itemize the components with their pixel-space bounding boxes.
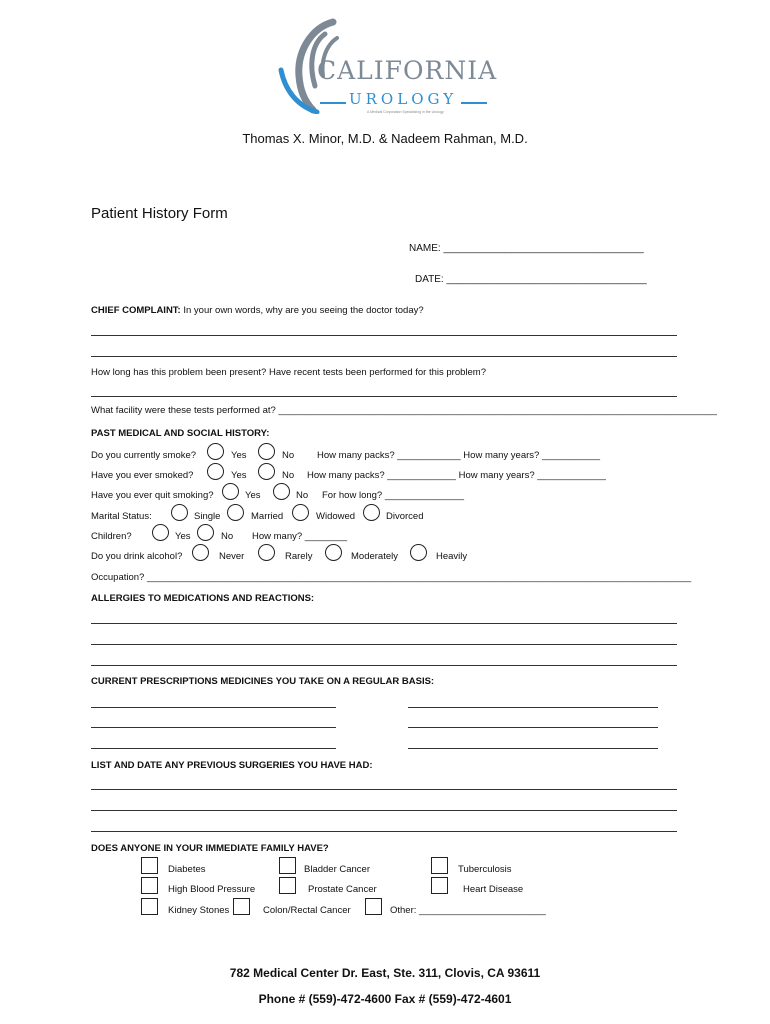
children-yes-label: Yes: [175, 531, 191, 542]
bladder-label: Bladder Cancer: [304, 864, 371, 875]
answer-line[interactable]: [91, 623, 677, 624]
quit-yes-circle[interactable]: [222, 483, 239, 500]
children-how-many[interactable]: How many? ________: [252, 531, 348, 542]
heart-checkbox[interactable]: [431, 877, 448, 894]
heavily-circle[interactable]: [410, 544, 427, 561]
quit-no-label: No: [296, 490, 309, 501]
colon-checkbox[interactable]: [233, 898, 250, 915]
family-heading: DOES ANYONE IN YOUR IMMEDIATE FAMILY HAVE?: [91, 843, 329, 854]
name-field[interactable]: NAME: ____________________________________: [409, 243, 644, 254]
colon-label: Colon/Rectal Cancer: [263, 905, 351, 916]
hbp-checkbox[interactable]: [141, 877, 158, 894]
chief-complaint-heading: CHIEF COMPLAINT:: [91, 305, 181, 316]
kidney-checkbox[interactable]: [141, 898, 158, 915]
prostate-label: Prostate Cancer: [308, 884, 377, 895]
heart-label: Heart Disease: [463, 884, 524, 895]
widowed-label: Widowed: [316, 511, 356, 522]
children-yes-circle[interactable]: [152, 524, 169, 541]
heavily-label: Heavily: [436, 551, 468, 562]
single-label: Single: [194, 511, 221, 522]
smoke-now-yes-circle[interactable]: [207, 443, 224, 460]
smoke-now-no-circle[interactable]: [258, 443, 275, 460]
diabetes-label: Diabetes: [168, 864, 206, 875]
tuberculosis-label: Tuberculosis: [458, 864, 512, 875]
surgeries-heading: LIST AND DATE ANY PREVIOUS SURGERIES YOU HAVE HAD:: [91, 760, 373, 771]
doctors-heading: Thomas X. Minor, M.D. & Nadeem Rahman, M.D.: [242, 131, 528, 146]
packs-years-2[interactable]: How many packs? _____________ How many years? _____________: [307, 470, 606, 481]
form-title: Patient History Form: [91, 205, 228, 222]
rarely-label: Rarely: [285, 551, 313, 562]
logo: [275, 14, 498, 118]
single-circle[interactable]: [171, 504, 188, 521]
prescription-line[interactable]: [408, 727, 658, 728]
answer-line[interactable]: [91, 810, 677, 811]
children-no-label: No: [221, 531, 234, 542]
answer-line[interactable]: [91, 396, 677, 397]
quit-no-circle[interactable]: [273, 483, 290, 500]
quit-smoking-label: Have you ever quit smoking?: [91, 490, 214, 501]
past-history-heading: PAST MEDICAL AND SOCIAL HISTORY:: [91, 428, 270, 439]
prescription-line[interactable]: [91, 748, 336, 749]
logo-right-rule: [461, 102, 487, 104]
hbp-label: High Blood Pressure: [168, 884, 256, 895]
how-long-question: How long has this problem been present? Have recent tests been performed for this problem?: [91, 367, 486, 378]
prescription-line[interactable]: [408, 707, 658, 708]
prostate-checkbox[interactable]: [279, 877, 296, 894]
footer-address: 782 Medical Center Dr. East, Ste. 311, Clovis, CA 93611: [229, 966, 541, 980]
diabetes-checkbox[interactable]: [141, 857, 158, 874]
alcohol-label: Do you drink alcohol?: [91, 551, 183, 562]
allergies-heading: ALLERGIES TO MEDICATIONS AND REACTIONS:: [91, 593, 315, 604]
children-no-circle[interactable]: [197, 524, 214, 541]
chief-complaint-prompt: [91, 305, 424, 316]
rarely-circle[interactable]: [258, 544, 275, 561]
answer-line[interactable]: [91, 356, 677, 357]
prescriptions-heading: CURRENT PRESCRIPTIONS MEDICINES YOU TAKE ON A REGULAR BASIS:: [91, 676, 435, 687]
tuberculosis-checkbox[interactable]: [431, 857, 448, 874]
never-circle[interactable]: [192, 544, 209, 561]
moderately-label: Moderately: [351, 551, 398, 562]
marital-status-label: Marital Status:: [91, 511, 152, 522]
married-label: Married: [251, 511, 284, 522]
answer-line[interactable]: [91, 335, 677, 336]
prescription-line[interactable]: [91, 707, 336, 708]
prescription-line[interactable]: [408, 748, 658, 749]
divorced-circle[interactable]: [363, 504, 380, 521]
other-checkbox[interactable]: [365, 898, 382, 915]
answer-line[interactable]: [91, 789, 677, 790]
ever-smoked-yes-label: Yes: [231, 470, 247, 481]
children-label: Children?: [91, 531, 132, 542]
bladder-checkbox[interactable]: [279, 857, 296, 874]
answer-line[interactable]: [91, 665, 677, 666]
packs-years-1[interactable]: How many packs? ____________ How many years? ___________: [317, 450, 601, 461]
smoke-now-yes-label: Yes: [231, 450, 247, 461]
logo-tagline: A Medical Corporation Specializing in the Urology: [367, 110, 444, 114]
logo-left-rule: [320, 102, 346, 104]
ever-smoked-no-label: No: [282, 470, 295, 481]
never-label: Never: [219, 551, 245, 562]
prescription-line[interactable]: [91, 727, 336, 728]
widowed-circle[interactable]: [292, 504, 309, 521]
other-field[interactable]: Other: ________________________: [390, 905, 546, 916]
quit-how-long[interactable]: For how long? _______________: [322, 490, 465, 501]
answer-line[interactable]: [91, 831, 677, 832]
kidney-label: Kidney Stones: [168, 905, 230, 916]
logo-sub: UROLOGY: [349, 90, 458, 108]
divorced-label: Divorced: [386, 511, 424, 522]
moderately-circle[interactable]: [325, 544, 342, 561]
facility-question[interactable]: What facility were these tests performed at? ___________________________________________________________________________________: [91, 405, 717, 416]
date-field[interactable]: DATE: ____________________________________: [415, 274, 647, 285]
smoke-now-label: Do you currently smoke?: [91, 450, 197, 461]
footer-phone: Phone # (559)-472-4600 Fax # (559)-472-4601: [258, 992, 512, 1006]
quit-yes-label: Yes: [245, 490, 261, 501]
smoke-now-no-label: No: [282, 450, 295, 461]
married-circle[interactable]: [227, 504, 244, 521]
ever-smoked-yes-circle[interactable]: [207, 463, 224, 480]
answer-line[interactable]: [91, 644, 677, 645]
chief-complaint-question: In your own words, why are you seeing the doctor today?: [180, 305, 424, 316]
occupation-field[interactable]: Occupation? _______________________________________________________________________________________________________: [91, 572, 692, 583]
logo-name: CALIFORNIA: [317, 56, 498, 85]
ever-smoked-no-circle[interactable]: [258, 463, 275, 480]
ever-smoked-label: Have you ever smoked?: [91, 470, 194, 481]
